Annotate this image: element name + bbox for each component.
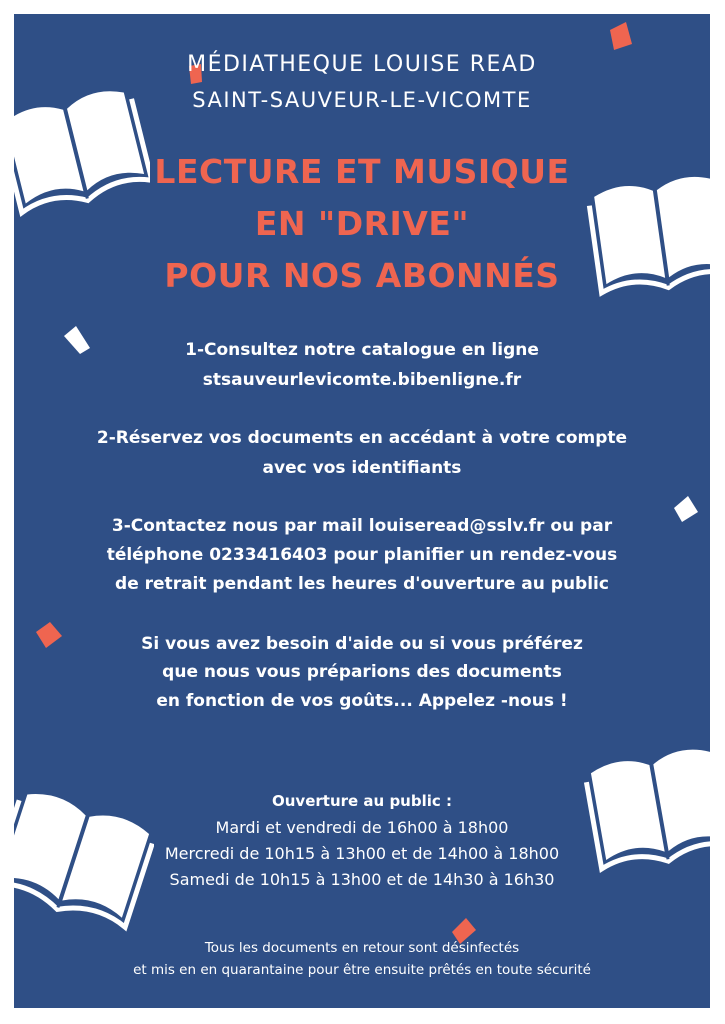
help-line-1: Si vous avez besoin d'aide ou si vous préférez	[141, 634, 583, 654]
step-3-line-3: de retrait pendant les heures d'ouverture au public	[115, 574, 609, 594]
title-line-2: EN "DRIVE"	[254, 204, 470, 243]
town-name: SAINT-SAUVEUR-LE-VICOMTE	[192, 88, 532, 112]
step-3-line-2: téléphone 0233416403 pour planifier un rendez-vous	[106, 545, 618, 565]
step-2-line-1: 2-Réservez vos documents en accédant à votre compte	[96, 428, 628, 448]
catalogue-url: stsauveurlevicomte.bibenligne.fr	[202, 370, 522, 390]
organization-name: MÉDIATHEQUE LOUISE READ	[187, 52, 537, 77]
hours-line-2: Mercredi de 10h15 à 13h00 et de 14h00 à 18h00	[164, 844, 560, 863]
hours-line-3: Samedi de 10h15 à 13h00 et de 14h30 à 16h30	[169, 870, 555, 889]
footer-line-1: Tous les documents en retour sont désinfectés	[204, 940, 520, 956]
confetti-icon	[606, 20, 636, 56]
footer-line-2: et mis en en quarantaine pour être ensuite prêtés en toute sécurité	[133, 962, 591, 978]
hours-heading: Ouverture au public :	[272, 792, 452, 810]
help-line-2: que nous vous préparions des documents	[162, 662, 562, 682]
step-1-line-1: 1-Consultez notre catalogue en ligne	[185, 340, 539, 360]
hours-line-1: Mardi et vendredi de 16h00 à 18h00	[215, 818, 509, 837]
title-line-3: POUR NOS ABONNÉS	[164, 256, 560, 295]
poster	[14, 14, 710, 1008]
title-line-1: LECTURE ET MUSIQUE	[154, 152, 570, 191]
step-2-line-2: avec vos identifiants	[262, 458, 462, 478]
help-line-3: en fonction de vos goûts... Appelez -nous !	[156, 691, 568, 711]
step-3-line-1: 3-Contactez nous par mail louiseread@sslv.fr ou par	[111, 516, 613, 536]
